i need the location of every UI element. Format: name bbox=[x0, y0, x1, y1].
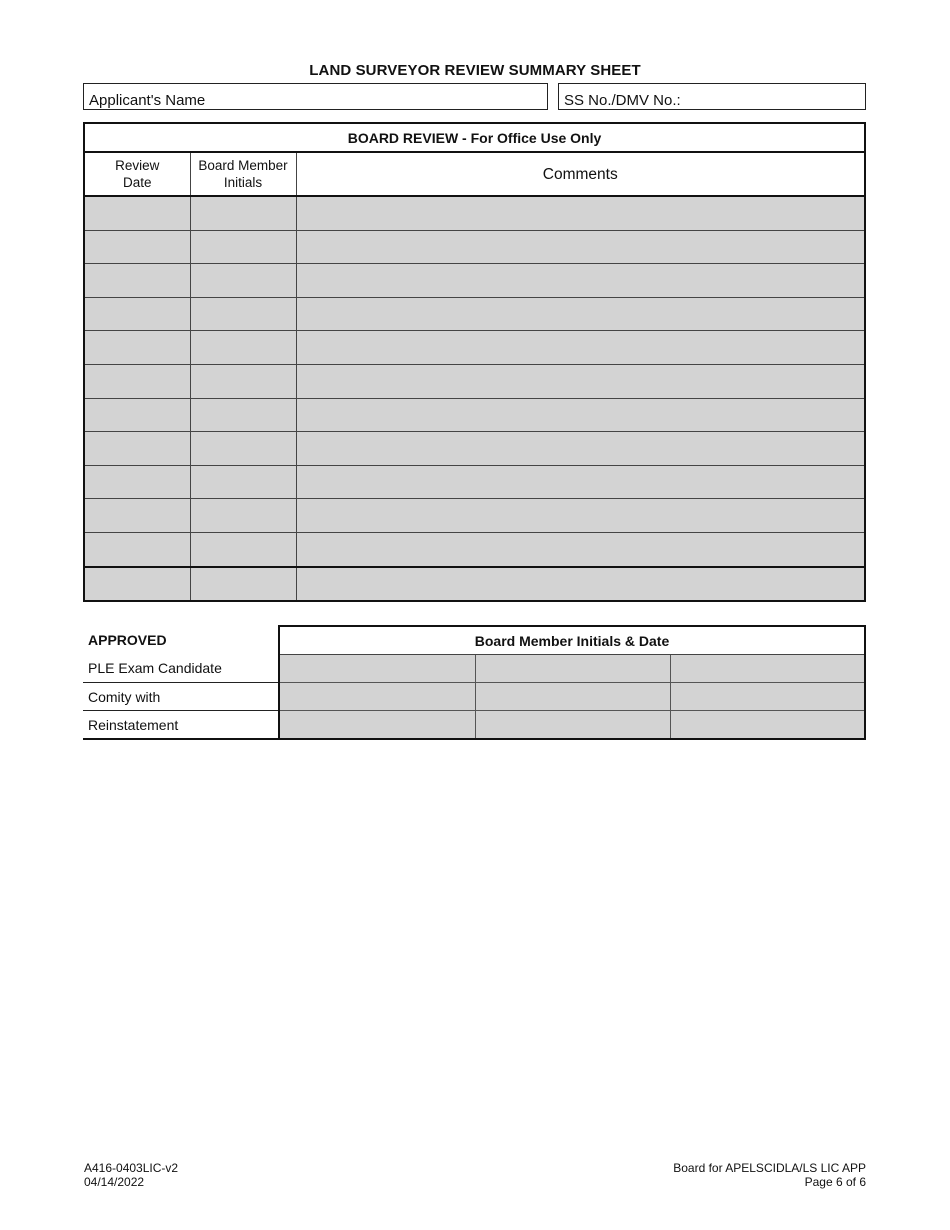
comments-cell[interactable] bbox=[296, 331, 865, 365]
comments-cell[interactable] bbox=[296, 532, 865, 566]
table-row bbox=[84, 196, 865, 230]
comments-cell[interactable] bbox=[296, 499, 865, 533]
comments-cell[interactable] bbox=[296, 465, 865, 499]
board-member-initials-cell[interactable] bbox=[190, 364, 296, 398]
comments-cell[interactable] bbox=[296, 567, 865, 602]
table-row bbox=[84, 432, 865, 466]
initials-date-cell[interactable] bbox=[279, 683, 475, 711]
board-member-initials-cell[interactable] bbox=[190, 499, 296, 533]
review-date-cell[interactable] bbox=[84, 264, 190, 298]
footer-board-info bbox=[673, 1161, 866, 1189]
review-date-cell[interactable] bbox=[84, 532, 190, 566]
applicant-name-label: Applicant's Name bbox=[89, 92, 206, 109]
initials-date-cell[interactable] bbox=[279, 711, 475, 740]
review-date-cell[interactable] bbox=[84, 499, 190, 533]
footer-form-info bbox=[84, 1161, 178, 1189]
board-member-initials-cell[interactable] bbox=[190, 398, 296, 432]
board-member-initials-column-header: Board Member Initials bbox=[190, 152, 296, 196]
comments-cell[interactable] bbox=[296, 196, 865, 230]
initials-date-cell[interactable] bbox=[670, 683, 865, 711]
table-row bbox=[84, 331, 865, 365]
review-date-cell[interactable] bbox=[84, 398, 190, 432]
review-date-cell[interactable] bbox=[84, 567, 190, 602]
review-date-cell[interactable] bbox=[84, 230, 190, 264]
comments-column-header: Comments bbox=[296, 152, 865, 196]
approved-row-label: Reinstatement bbox=[83, 711, 279, 740]
review-date-cell[interactable] bbox=[84, 465, 190, 499]
form-id: A416-0403LIC-v2 bbox=[84, 1161, 179, 1175]
initials-date-cell[interactable] bbox=[279, 655, 475, 683]
initials-date-cell[interactable] bbox=[475, 711, 670, 740]
review-date-cell[interactable] bbox=[84, 196, 190, 230]
approved-row bbox=[83, 683, 865, 711]
applicant-name-field[interactable] bbox=[83, 83, 548, 110]
approved-row-label: Comity with bbox=[83, 683, 279, 711]
board-member-initials-cell[interactable] bbox=[190, 567, 296, 602]
comments-cell[interactable] bbox=[296, 364, 865, 398]
comments-cell[interactable] bbox=[296, 264, 865, 298]
initials-date-cell[interactable] bbox=[670, 711, 865, 740]
ss-dmv-number-field[interactable] bbox=[558, 83, 866, 110]
table-row bbox=[84, 465, 865, 499]
approved-label: APPROVED bbox=[88, 632, 167, 649]
board-member-initials-cell[interactable] bbox=[190, 532, 296, 566]
page-number: Page 6 of 6 bbox=[804, 1175, 866, 1189]
review-date-column-header: Review Date bbox=[84, 152, 190, 196]
board-review-header: BOARD REVIEW - For Office Use Only bbox=[84, 123, 865, 152]
comments-cell[interactable] bbox=[296, 230, 865, 264]
board-review-table bbox=[83, 122, 866, 602]
review-date-cell[interactable] bbox=[84, 297, 190, 331]
comments-cell[interactable] bbox=[296, 432, 865, 466]
initials-date-cell[interactable] bbox=[475, 655, 670, 683]
approved-table bbox=[83, 625, 866, 740]
review-date-cell[interactable] bbox=[84, 331, 190, 365]
board-member-initials-cell[interactable] bbox=[190, 432, 296, 466]
table-row bbox=[84, 364, 865, 398]
table-row bbox=[84, 567, 865, 602]
review-date-cell[interactable] bbox=[84, 432, 190, 466]
board-member-initials-date-header: Board Member Initials & Date bbox=[279, 626, 865, 655]
board-member-initials-cell[interactable] bbox=[190, 196, 296, 230]
comments-cell[interactable] bbox=[296, 398, 865, 432]
table-row bbox=[84, 499, 865, 533]
approved-row bbox=[83, 655, 865, 683]
review-date-cell[interactable] bbox=[84, 364, 190, 398]
initials-date-cell[interactable] bbox=[670, 655, 865, 683]
board-member-initials-cell[interactable] bbox=[190, 465, 296, 499]
table-row bbox=[84, 398, 865, 432]
table-row bbox=[84, 532, 865, 566]
approved-row-label: PLE Exam Candidate bbox=[83, 655, 279, 683]
table-row bbox=[84, 264, 865, 298]
board-name: Board for APELSCIDLA/LS LIC APP bbox=[673, 1161, 866, 1175]
approved-row bbox=[83, 711, 865, 740]
board-member-initials-cell[interactable] bbox=[190, 230, 296, 264]
board-member-initials-cell[interactable] bbox=[190, 297, 296, 331]
board-member-initials-cell[interactable] bbox=[190, 264, 296, 298]
page-title: LAND SURVEYOR REVIEW SUMMARY SHEET bbox=[309, 62, 641, 79]
comments-cell[interactable] bbox=[296, 297, 865, 331]
ss-dmv-label: SS No./DMV No.: bbox=[564, 92, 681, 109]
form-date: 04/14/2022 bbox=[84, 1175, 145, 1189]
table-row bbox=[84, 230, 865, 264]
table-row bbox=[84, 297, 865, 331]
board-member-initials-cell[interactable] bbox=[190, 331, 296, 365]
initials-date-cell[interactable] bbox=[475, 683, 670, 711]
